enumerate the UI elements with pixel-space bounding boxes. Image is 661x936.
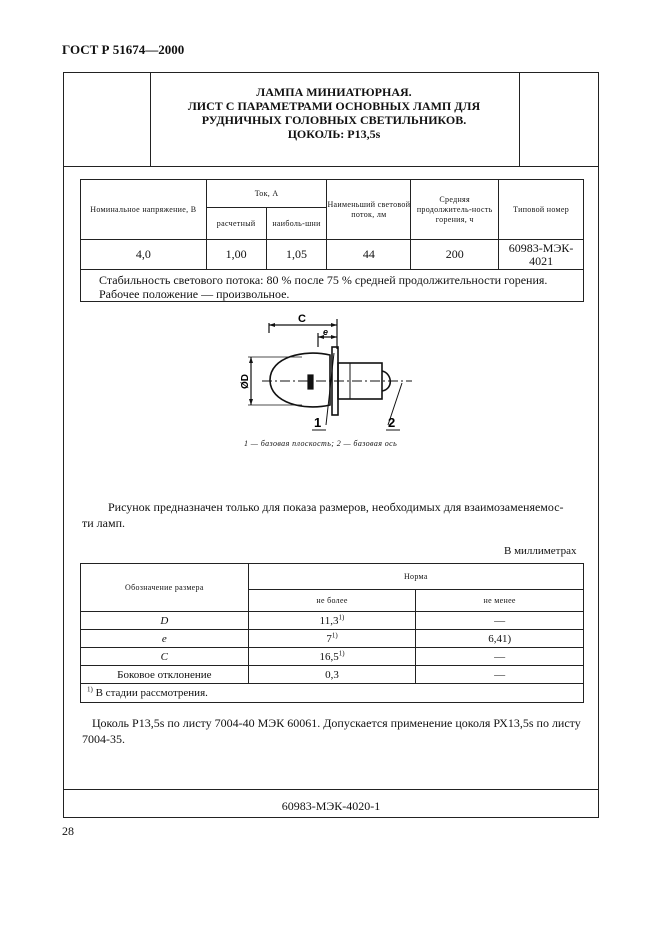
dim-name-e: e (81, 630, 249, 648)
title-line-1: ЛАМПА МИНИАТЮРНАЯ. (256, 85, 412, 99)
document-code: ГОСТ Р 51674—2000 (62, 42, 185, 57)
type-number-line-2: 4021 (529, 253, 554, 268)
header-min-flux: Наименьший световой поток, лм (327, 180, 411, 240)
dim-c-arrow-right (331, 323, 337, 327)
table-row (81, 666, 584, 684)
dim-max-lateral: 0,3 (248, 666, 416, 684)
cell-current-max: 1,05 (266, 240, 327, 270)
note-operating-position: Рабочее положение — произвольное. (99, 287, 290, 301)
callout-1: 1 (314, 415, 322, 430)
lamp-dimension-drawing (234, 313, 434, 433)
dim-min-c: — (416, 648, 584, 666)
units-note: В миллиметрах (504, 545, 577, 557)
dim-name-lateral: Боковое отклонение (81, 666, 249, 684)
paragraph1-line-2: ти ламп. (82, 516, 125, 530)
paragraph-base-reference-cont (82, 731, 582, 747)
title-line-3: РУДНИЧНЫХ ГОЛОВНЫХ СВЕТИЛЬНИКОВ. (201, 113, 467, 127)
note-flux-stability: Стабильность светового потока: 80 % после 75 % средней продолжительности горения. (99, 273, 548, 287)
dim-min-lateral: — (416, 666, 584, 684)
paragraph2-line-2: 7004-35. (82, 732, 125, 746)
dims-footnote (81, 684, 584, 703)
dim-max-d: 11,3$^{1)}$ (248, 612, 416, 630)
page-number: 28 (62, 824, 74, 838)
title-line-2: ЛИСТ С ПАРАМЕТРАМИ ОСНОВНЫХ ЛАМП ДЛЯ (187, 99, 481, 113)
cell-flux: 44 (327, 240, 411, 270)
paragraph-drawing-purpose-cont (82, 515, 582, 531)
sheet-code: 60983-МЭК-4020-1 (281, 799, 381, 813)
header-type-number: Типовой номер (499, 180, 584, 240)
parameters-table (80, 179, 584, 302)
type-number-line-1: 60983-МЭК- (508, 240, 574, 255)
filament-mark (308, 375, 313, 389)
header-not-less: не менее (416, 590, 584, 612)
header-norm: Норма (248, 564, 583, 590)
table-row (81, 612, 584, 630)
label-e: e (323, 327, 329, 337)
header-not-more: не более (248, 590, 416, 612)
footer-top-line (64, 789, 598, 790)
dim-max-e: 7$^{1)}$ (248, 630, 416, 648)
cell-voltage: 4,0 (81, 240, 207, 270)
dim-min-e: 6,41) (416, 630, 584, 648)
header-current: Ток, А (206, 180, 327, 208)
sheet-title (150, 85, 518, 141)
dim-d-arrow-bottom (249, 399, 253, 405)
label-d: ØD (240, 374, 251, 389)
callout-2: 2 (388, 415, 396, 430)
paragraph2-line-1: Цоколь Р13,5s по листу 7004-40 МЭК 60061. Допускается применение цоколя РХ13,5s по листу (92, 716, 581, 730)
paragraph1-line-1: Рисунок предназначен только для показа размеров, необходимых для взаимозаменяемос- (108, 500, 564, 514)
header-designation: Обозначение размера (81, 564, 249, 612)
dim-max-c: 16,5$^{1)}$ (248, 648, 416, 666)
footnote-marker: 1) (87, 685, 93, 694)
dim-c-arrow-left (269, 323, 275, 327)
label-c: C (298, 313, 306, 325)
document-frame (63, 72, 599, 818)
title-right-divider (519, 73, 520, 166)
dim-d-arrow-top (249, 357, 253, 363)
title-line-4: ЦОКОЛЬ: Р13,5s (287, 127, 381, 141)
table-row (81, 648, 584, 666)
header-avg-life: Средняя продолжитель-ность горения, ч (411, 180, 499, 240)
cell-current-calc: 1,00 (206, 240, 266, 270)
dim-e-arrow-right (331, 335, 337, 339)
cell-type-number (499, 240, 584, 270)
dimensions-table (80, 563, 584, 703)
parameters-note (81, 270, 584, 302)
bulb-outline (270, 353, 330, 407)
dim-min-d: — (416, 612, 584, 630)
footnote-text: В стадии рассмотрения. (95, 687, 208, 699)
dim-name-c: C (81, 648, 249, 666)
header-current-calc: расчетный (206, 208, 266, 240)
header-nominal-voltage: Номинальное напряжение, В (81, 180, 207, 240)
header-current-max: наиболь-шни (266, 208, 327, 240)
drawing-caption: 1 — базовая плоскость; 2 — базовая ось (244, 439, 398, 448)
table-row (81, 630, 584, 648)
dim-name-d: D (81, 612, 249, 630)
paragraph-drawing-purpose (82, 499, 582, 515)
paragraph-base-reference (82, 715, 582, 731)
title-bottom-line (64, 166, 598, 167)
cell-life: 200 (411, 240, 499, 270)
